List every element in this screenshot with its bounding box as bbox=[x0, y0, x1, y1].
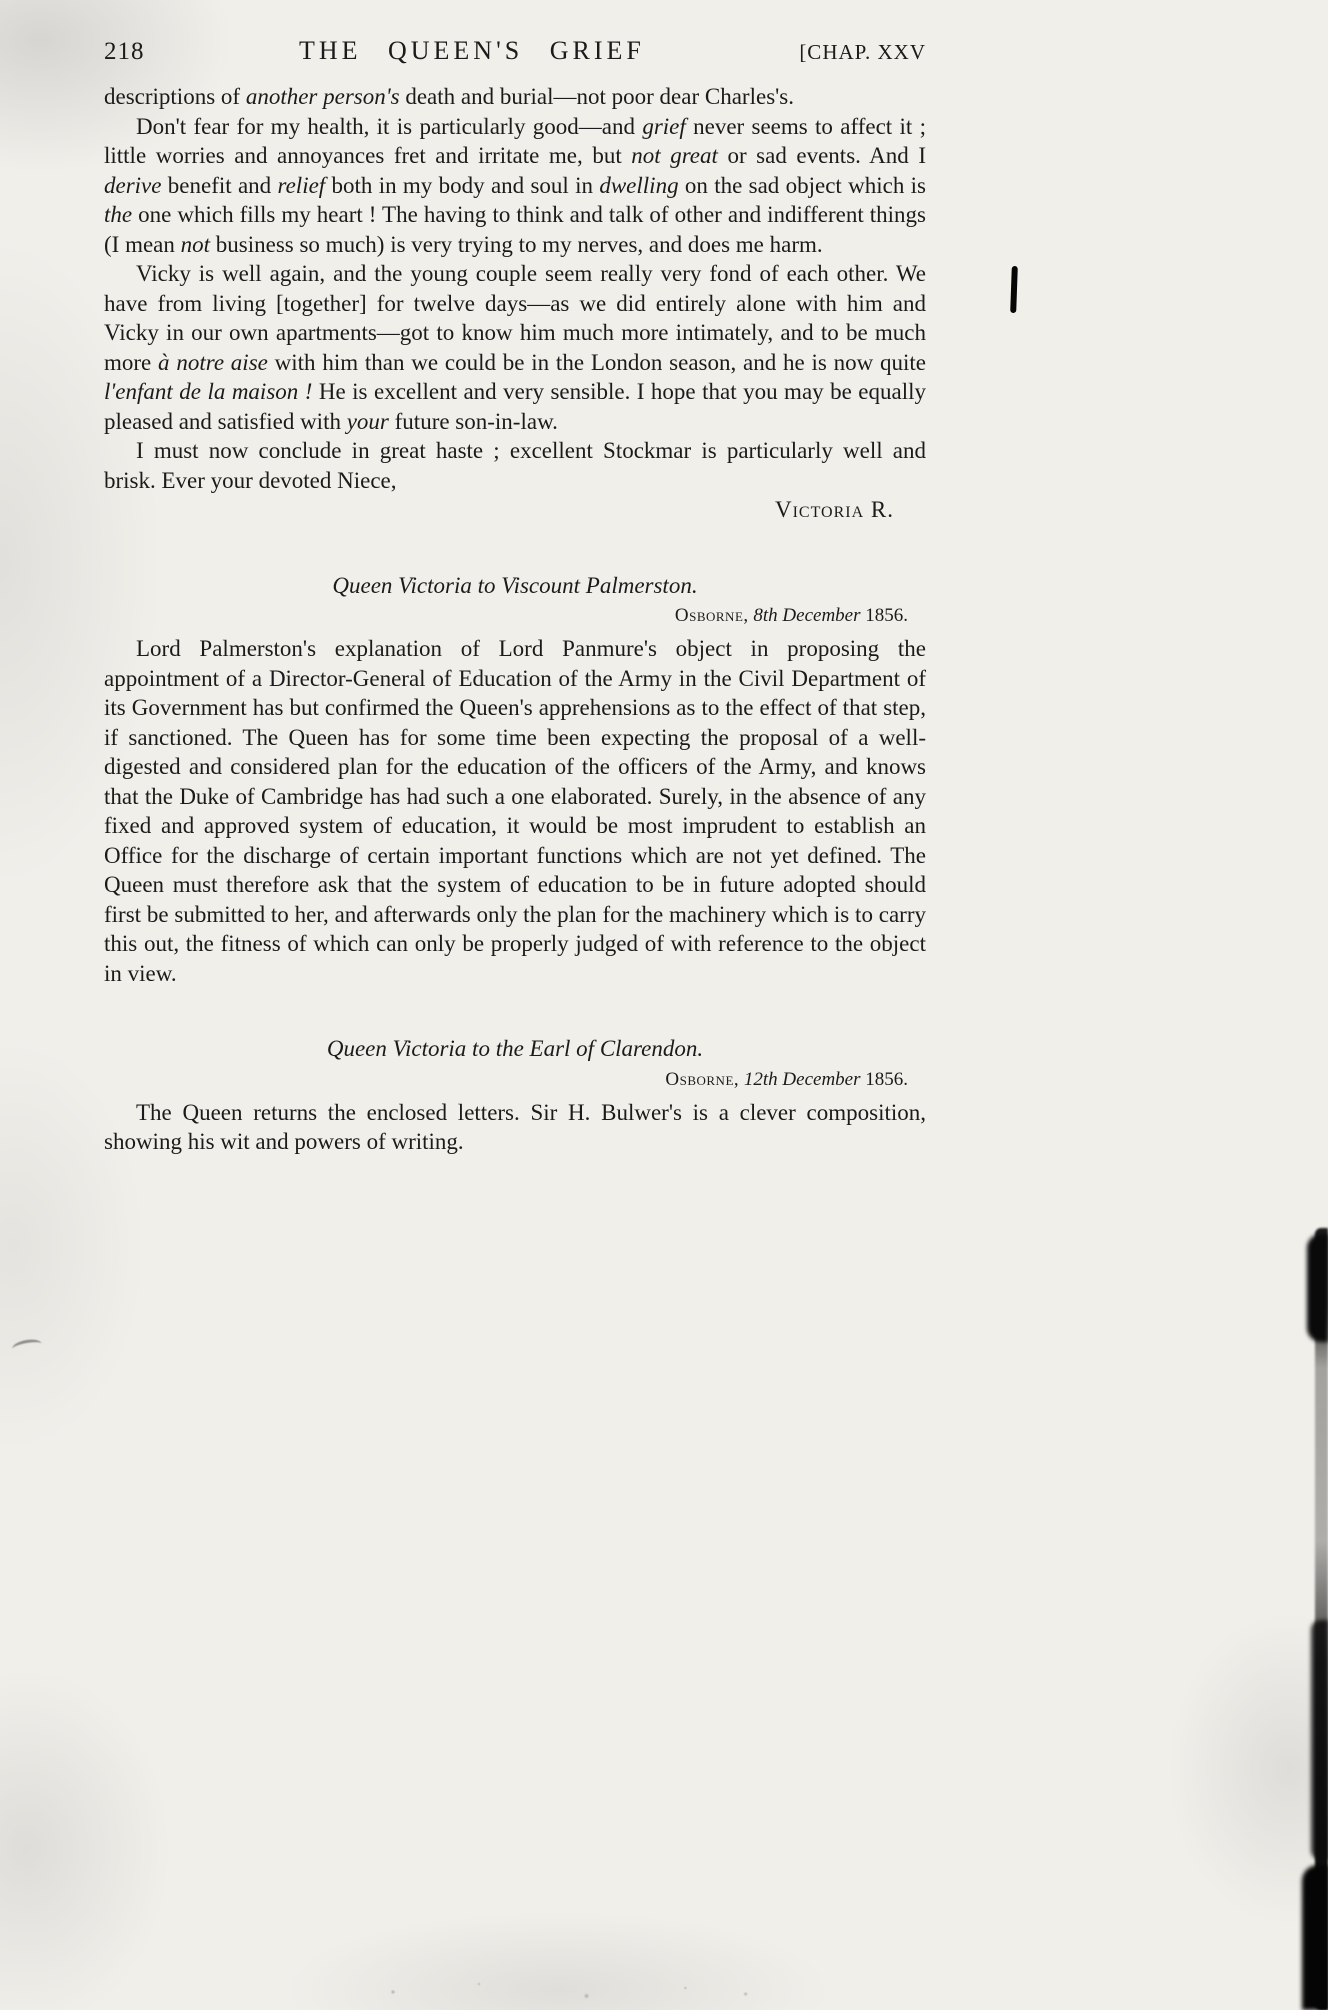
scan-artifact-margin-smudge bbox=[11, 1337, 43, 1355]
text-segment: relief bbox=[277, 172, 326, 198]
letter-heading bbox=[104, 571, 926, 601]
text-segment: à notre aise bbox=[158, 349, 268, 375]
text-segment: Queen Victoria to the Earl of Clarendon. bbox=[326, 1036, 704, 1061]
text-segment: Osborne, bbox=[674, 605, 749, 626]
paragraph bbox=[104, 112, 926, 260]
text-segment: on the sad object which is bbox=[678, 172, 926, 198]
scan-artifact-edge-blob bbox=[1307, 1234, 1328, 1342]
page-header bbox=[104, 36, 926, 66]
text-segment: Victoria R. bbox=[774, 497, 894, 522]
chapter-label: [CHAP. XXV bbox=[799, 40, 926, 64]
text-segment: 1856. bbox=[860, 605, 908, 626]
text-segment: Lord Palmerston's explanation of Lord Panmure's object in proposing the appointment of a Director-General of Education of the Army in the Civil Department of its Government has but confirmed the Queen's apprehensions as to the effect of that step, if sanctioned. The Queen has for some time been expecting the proposal of a well-digested and considered plan for the education of the officers of the Army, and knows that the Duke of Cambridge has had such a one elaborated. Surely, in the absence of any fixed and approved system of education, it would be most imprudent to establish an Office for the discharge of certain important functions which are not yet defined. The Queen must therefore ask that the system of education to be in future adopted should first be submitted to her, and afterwards only the plan for the machinery which is to carry this out, the fitness of which can only be properly judged of with reference to the object in view. bbox=[104, 636, 926, 986]
text-segment: 1856. bbox=[860, 1068, 908, 1090]
running-title: THE QUEEN'S GRIEF bbox=[298, 36, 645, 65]
text-segment: The Queen returns the enclosed letters. Sir H. Bulwer's is a clever composition, showing his wit and powers of writing. bbox=[104, 1099, 926, 1154]
text-segment: or sad events. And I bbox=[717, 143, 926, 168]
text-segment: 12th December bbox=[739, 1068, 861, 1090]
text-segment: descriptions of bbox=[104, 84, 246, 109]
scan-artifact-speckles bbox=[350, 1968, 780, 2008]
scan-artifact-edge-tick bbox=[1010, 266, 1018, 313]
text-segment: Don't fear for my health, it is particularly good—and bbox=[136, 113, 643, 139]
scan-artifact-edge-blob bbox=[1302, 1865, 1328, 2010]
text-segment: derive bbox=[104, 172, 162, 198]
text-segment: future son-in-law. bbox=[388, 408, 558, 434]
paragraph bbox=[104, 634, 926, 988]
text-segment: not great bbox=[631, 143, 718, 168]
text-segment: your bbox=[346, 408, 389, 434]
text-segment: benefit and bbox=[161, 172, 278, 198]
paragraph bbox=[104, 436, 926, 495]
text-segment: not bbox=[180, 231, 211, 257]
text-segment: with him than we could be in the London season, and he is now quite bbox=[267, 349, 927, 375]
text-segment: 8th December bbox=[748, 605, 861, 626]
text-segment: I must now conclude in great haste ; excellent Stockmar is particularly well and brisk. Ever your devoted Niece, bbox=[104, 438, 926, 493]
text-segment: death and burial—not poor dear Charles's. bbox=[399, 84, 794, 109]
text-segment: dwelling bbox=[599, 172, 679, 198]
dateline bbox=[104, 1068, 926, 1092]
text-segment: Vicky is well again, and the young couple seem really very fond of each other. We have from living [together] for twelve days—as we did entirely alone with him and Vicky in our own apartments—got to know him much more intimately, and to be much more bbox=[104, 261, 926, 375]
text-segment: Queen Victoria to Viscount Palmerston. bbox=[332, 572, 698, 598]
text-segment: one which fills my heart ! The having to think and talk of other and indifferent things (I mean bbox=[104, 202, 926, 257]
text-segment: grief bbox=[642, 113, 686, 139]
text-segment: business so much) is very trying to my nerves, and does me harm. bbox=[210, 231, 823, 257]
page-body bbox=[104, 82, 926, 1157]
paragraph bbox=[104, 259, 926, 436]
text-segment: never seems to affect it ; little worries and annoyances fret and irritate me, but bbox=[104, 113, 927, 168]
text-segment: He is excellent and very sensible. I hope that you may be equally pleased and satisfied with bbox=[104, 379, 926, 434]
text-segment: Osborne, bbox=[665, 1068, 740, 1090]
paragraph bbox=[104, 82, 926, 112]
text-segment: the bbox=[104, 202, 133, 227]
dateline bbox=[104, 604, 926, 628]
scan-artifact-binding-shadow bbox=[1315, 1228, 1328, 2010]
scan-artifact-edge-blob bbox=[1311, 1620, 1328, 1860]
paragraph bbox=[104, 1098, 926, 1157]
letter-heading bbox=[104, 1034, 926, 1064]
signature bbox=[104, 495, 926, 525]
text-segment: another person's bbox=[245, 84, 400, 109]
page-number: 218 bbox=[104, 38, 145, 65]
text-segment: both in my body and soul in bbox=[325, 172, 600, 198]
text-segment: l'enfant de la maison ! bbox=[104, 379, 313, 404]
